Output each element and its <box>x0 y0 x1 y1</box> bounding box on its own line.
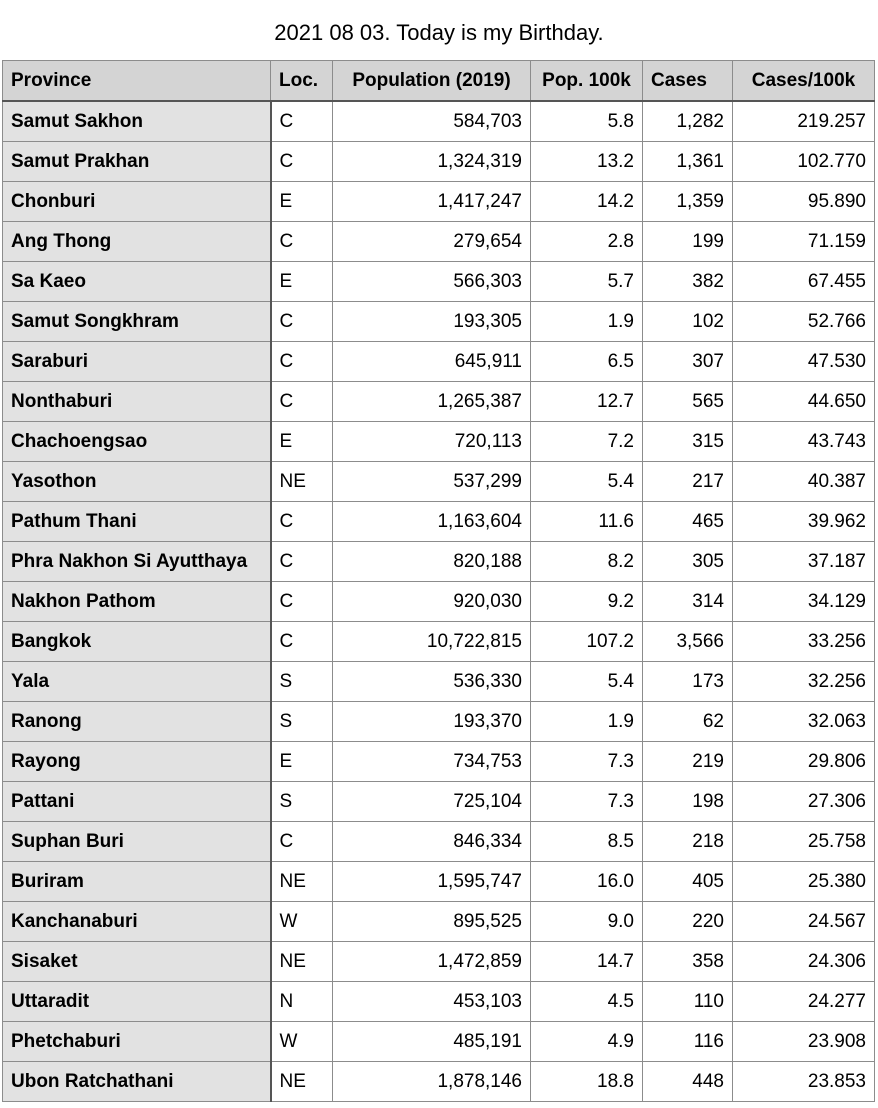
cell-cases: 358 <box>643 942 733 982</box>
table-row <box>3 422 875 462</box>
cell-pop-100k: 18.8 <box>531 1062 643 1102</box>
cell-loc: S <box>271 662 333 702</box>
cell-loc: NE <box>271 462 333 502</box>
cell-pop-100k: 7.3 <box>531 782 643 822</box>
cell-cases-per-100k: 29.806 <box>733 742 875 782</box>
cell-cases-per-100k: 44.650 <box>733 382 875 422</box>
cell-cases: 3,566 <box>643 622 733 662</box>
cell-province: Bangkok <box>3 622 271 662</box>
cell-cases: 448 <box>643 1062 733 1102</box>
table-row <box>3 222 875 262</box>
cell-loc: C <box>271 622 333 662</box>
cell-cases-per-100k: 47.530 <box>733 342 875 382</box>
header-row <box>3 61 875 102</box>
table-row <box>3 142 875 182</box>
cell-province: Buriram <box>3 862 271 902</box>
cell-cases-per-100k: 23.908 <box>733 1022 875 1062</box>
table-row <box>3 862 875 902</box>
table-row <box>3 782 875 822</box>
cell-loc: C <box>271 101 333 142</box>
cell-pop-100k: 7.2 <box>531 422 643 462</box>
cell-pop-100k: 9.0 <box>531 902 643 942</box>
cell-population: 1,265,387 <box>333 382 531 422</box>
cell-province: Chonburi <box>3 182 271 222</box>
cell-pop-100k: 4.9 <box>531 1022 643 1062</box>
table-row <box>3 742 875 782</box>
cell-pop-100k: 4.5 <box>531 982 643 1022</box>
cell-cases-per-100k: 34.129 <box>733 582 875 622</box>
cell-loc: C <box>271 542 333 582</box>
cell-cases-per-100k: 25.758 <box>733 822 875 862</box>
table-row <box>3 982 875 1022</box>
table-row <box>3 382 875 422</box>
table-row <box>3 342 875 382</box>
cell-pop-100k: 14.7 <box>531 942 643 982</box>
cell-pop-100k: 1.9 <box>531 702 643 742</box>
cell-cases-per-100k: 95.890 <box>733 182 875 222</box>
cell-pop-100k: 2.8 <box>531 222 643 262</box>
cell-province: Samut Songkhram <box>3 302 271 342</box>
cell-loc: E <box>271 742 333 782</box>
cell-province: Suphan Buri <box>3 822 271 862</box>
cell-cases-per-100k: 71.159 <box>733 222 875 262</box>
header-province: Province <box>3 61 271 102</box>
cell-cases: 1,359 <box>643 182 733 222</box>
cell-pop-100k: 6.5 <box>531 342 643 382</box>
table-body <box>3 101 875 1102</box>
header-population: Population (2019) <box>333 61 531 102</box>
cell-loc: N <box>271 982 333 1022</box>
cell-province: Uttaradit <box>3 982 271 1022</box>
cell-province: Pathum Thani <box>3 502 271 542</box>
cell-cases: 1,361 <box>643 142 733 182</box>
header-cases-per-100k: Cases/100k <box>733 61 875 102</box>
header-loc: Loc. <box>271 61 333 102</box>
cell-province: Ubon Ratchathani <box>3 1062 271 1102</box>
cell-loc: C <box>271 142 333 182</box>
cell-population: 720,113 <box>333 422 531 462</box>
cell-loc: C <box>271 822 333 862</box>
cell-population: 537,299 <box>333 462 531 502</box>
cell-province: Nakhon Pathom <box>3 582 271 622</box>
cell-population: 584,703 <box>333 101 531 142</box>
cell-population: 846,334 <box>333 822 531 862</box>
cell-province: Ranong <box>3 702 271 742</box>
cell-province: Kanchanaburi <box>3 902 271 942</box>
cell-province: Pattani <box>3 782 271 822</box>
cell-population: 279,654 <box>333 222 531 262</box>
cell-loc: W <box>271 1022 333 1062</box>
cell-pop-100k: 1.9 <box>531 302 643 342</box>
cell-cases: 198 <box>643 782 733 822</box>
cell-population: 725,104 <box>333 782 531 822</box>
cell-population: 920,030 <box>333 582 531 622</box>
cell-loc: C <box>271 342 333 382</box>
cell-cases: 110 <box>643 982 733 1022</box>
cell-cases-per-100k: 25.380 <box>733 862 875 902</box>
cell-pop-100k: 12.7 <box>531 382 643 422</box>
cell-province: Sa Kaeo <box>3 262 271 302</box>
cell-population: 645,911 <box>333 342 531 382</box>
table-row <box>3 1062 875 1102</box>
cell-cases-per-100k: 219.257 <box>733 101 875 142</box>
cell-province: Sisaket <box>3 942 271 982</box>
cell-cases: 217 <box>643 462 733 502</box>
cell-cases: 218 <box>643 822 733 862</box>
cell-population: 734,753 <box>333 742 531 782</box>
cell-loc: C <box>271 582 333 622</box>
cell-cases-per-100k: 39.962 <box>733 502 875 542</box>
cell-loc: W <box>271 902 333 942</box>
header-cases: Cases <box>643 61 733 102</box>
cell-loc: E <box>271 182 333 222</box>
cell-cases-per-100k: 33.256 <box>733 622 875 662</box>
cell-loc: C <box>271 502 333 542</box>
cell-pop-100k: 9.2 <box>531 582 643 622</box>
table-row <box>3 822 875 862</box>
cell-pop-100k: 16.0 <box>531 862 643 902</box>
cell-cases-per-100k: 32.256 <box>733 662 875 702</box>
cell-cases-per-100k: 43.743 <box>733 422 875 462</box>
cell-population: 10,722,815 <box>333 622 531 662</box>
cell-pop-100k: 14.2 <box>531 182 643 222</box>
cell-cases: 62 <box>643 702 733 742</box>
cell-population: 1,417,247 <box>333 182 531 222</box>
cell-cases-per-100k: 52.766 <box>733 302 875 342</box>
cell-population: 1,878,146 <box>333 1062 531 1102</box>
cell-province: Ang Thong <box>3 222 271 262</box>
cell-pop-100k: 13.2 <box>531 142 643 182</box>
cell-cases: 199 <box>643 222 733 262</box>
table-row <box>3 1022 875 1062</box>
table-row <box>3 302 875 342</box>
cell-cases: 219 <box>643 742 733 782</box>
cell-cases-per-100k: 102.770 <box>733 142 875 182</box>
cell-cases: 1,282 <box>643 101 733 142</box>
header-pop-100k: Pop. 100k <box>531 61 643 102</box>
cell-loc: S <box>271 782 333 822</box>
cell-pop-100k: 7.3 <box>531 742 643 782</box>
cell-cases: 565 <box>643 382 733 422</box>
cell-cases: 382 <box>643 262 733 302</box>
cell-pop-100k: 5.8 <box>531 101 643 142</box>
cell-loc: C <box>271 382 333 422</box>
cell-cases: 102 <box>643 302 733 342</box>
cell-cases: 314 <box>643 582 733 622</box>
cell-population: 895,525 <box>333 902 531 942</box>
table-row <box>3 662 875 702</box>
cell-population: 1,472,859 <box>333 942 531 982</box>
cell-population: 1,324,319 <box>333 142 531 182</box>
cell-province: Saraburi <box>3 342 271 382</box>
cell-loc: C <box>271 302 333 342</box>
cell-province: Nonthaburi <box>3 382 271 422</box>
table-row <box>3 702 875 742</box>
table-row <box>3 502 875 542</box>
cell-loc: S <box>271 702 333 742</box>
cell-province: Yasothon <box>3 462 271 502</box>
table-row <box>3 942 875 982</box>
table-row <box>3 462 875 502</box>
province-cases-table <box>2 60 875 1102</box>
cell-population: 193,305 <box>333 302 531 342</box>
cell-loc: E <box>271 262 333 302</box>
cell-cases: 116 <box>643 1022 733 1062</box>
cell-cases-per-100k: 27.306 <box>733 782 875 822</box>
cell-population: 1,163,604 <box>333 502 531 542</box>
cell-cases-per-100k: 24.567 <box>733 902 875 942</box>
cell-province: Phetchaburi <box>3 1022 271 1062</box>
cell-cases: 405 <box>643 862 733 902</box>
table-row <box>3 101 875 142</box>
cell-population: 566,303 <box>333 262 531 302</box>
cell-cases: 173 <box>643 662 733 702</box>
cell-province: Chachoengsao <box>3 422 271 462</box>
cell-loc: E <box>271 422 333 462</box>
cell-population: 453,103 <box>333 982 531 1022</box>
cell-pop-100k: 5.4 <box>531 462 643 502</box>
cell-cases-per-100k: 32.063 <box>733 702 875 742</box>
cell-cases: 465 <box>643 502 733 542</box>
cell-cases-per-100k: 24.277 <box>733 982 875 1022</box>
table-row <box>3 582 875 622</box>
cell-population: 820,188 <box>333 542 531 582</box>
cell-loc: NE <box>271 942 333 982</box>
table-row <box>3 262 875 302</box>
cell-province: Phra Nakhon Si Ayutthaya <box>3 542 271 582</box>
table-row <box>3 182 875 222</box>
cell-loc: NE <box>271 1062 333 1102</box>
cell-cases-per-100k: 67.455 <box>733 262 875 302</box>
cell-province: Yala <box>3 662 271 702</box>
cell-pop-100k: 5.4 <box>531 662 643 702</box>
cell-loc: NE <box>271 862 333 902</box>
cell-population: 536,330 <box>333 662 531 702</box>
cell-population: 193,370 <box>333 702 531 742</box>
table-row <box>3 542 875 582</box>
cell-province: Samut Sakhon <box>3 101 271 142</box>
cell-cases: 315 <box>643 422 733 462</box>
cell-cases-per-100k: 40.387 <box>733 462 875 502</box>
cell-pop-100k: 8.2 <box>531 542 643 582</box>
cell-population: 485,191 <box>333 1022 531 1062</box>
cell-pop-100k: 5.7 <box>531 262 643 302</box>
table-row <box>3 622 875 662</box>
cell-cases: 307 <box>643 342 733 382</box>
cell-cases-per-100k: 23.853 <box>733 1062 875 1102</box>
cell-loc: C <box>271 222 333 262</box>
cell-cases: 220 <box>643 902 733 942</box>
cell-province: Rayong <box>3 742 271 782</box>
cell-pop-100k: 107.2 <box>531 622 643 662</box>
cell-population: 1,595,747 <box>333 862 531 902</box>
cell-pop-100k: 8.5 <box>531 822 643 862</box>
cell-pop-100k: 11.6 <box>531 502 643 542</box>
cell-cases-per-100k: 37.187 <box>733 542 875 582</box>
cell-province: Samut Prakhan <box>3 142 271 182</box>
cell-cases-per-100k: 24.306 <box>733 942 875 982</box>
table-row <box>3 902 875 942</box>
table-title: 2021 08 03. Today is my Birthday. <box>274 20 604 45</box>
cell-cases: 305 <box>643 542 733 582</box>
